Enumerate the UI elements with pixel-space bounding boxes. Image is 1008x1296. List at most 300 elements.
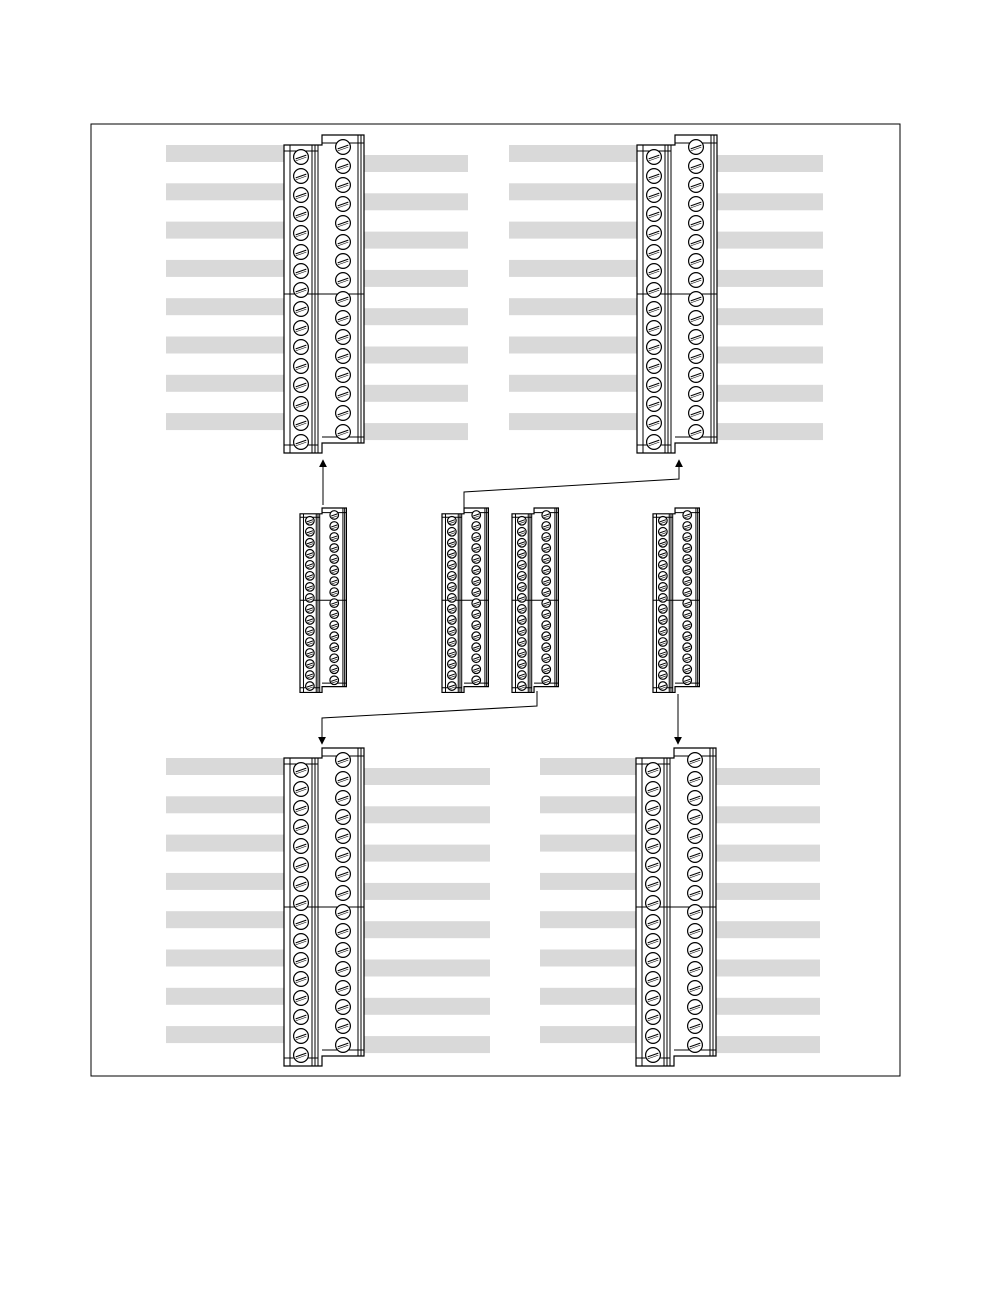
screw-terminal <box>336 753 351 768</box>
label-bar <box>364 193 468 210</box>
screw-terminal <box>647 302 662 317</box>
screw-terminal <box>448 516 457 525</box>
screw-terminal <box>448 583 457 592</box>
screw-terminal <box>518 561 527 570</box>
screw-terminal <box>306 605 315 614</box>
screw-terminal <box>647 150 662 165</box>
terminal-block-bottom-right <box>636 748 716 1066</box>
screw-terminal <box>336 1000 351 1015</box>
screw-terminal <box>294 283 309 298</box>
screw-terminal <box>688 867 703 882</box>
label-bar <box>509 413 637 430</box>
screw-terminal <box>330 632 339 641</box>
label-bar-column <box>166 758 284 1043</box>
screw-terminal <box>294 1010 309 1025</box>
terminal-block-top-left <box>284 135 364 453</box>
screw-terminal <box>646 820 661 835</box>
screw-terminal <box>518 660 527 669</box>
screw-terminal <box>294 378 309 393</box>
screw-terminal <box>688 886 703 901</box>
label-bar <box>509 145 637 162</box>
small-small-4 <box>653 508 699 692</box>
label-bar <box>716 998 820 1015</box>
screw-terminal <box>472 511 481 520</box>
screw-terminal <box>336 886 351 901</box>
screw-terminal <box>294 207 309 222</box>
screw-terminal <box>646 763 661 778</box>
screw-terminal <box>542 588 551 597</box>
screw-terminal <box>330 654 339 663</box>
screw-terminal <box>294 877 309 892</box>
screw-terminal <box>472 610 481 619</box>
label-bar <box>364 998 490 1015</box>
label-bar <box>717 193 823 210</box>
label-bar <box>540 988 636 1005</box>
label-bar <box>364 423 468 440</box>
screw-terminal <box>689 235 704 250</box>
screw-terminal <box>472 555 481 564</box>
screw-terminal <box>542 577 551 586</box>
screw-terminal <box>330 621 339 630</box>
label-bar <box>717 155 823 172</box>
screw-terminal <box>448 539 457 548</box>
screw-terminal <box>336 829 351 844</box>
screw-terminal <box>689 216 704 231</box>
label-bars <box>166 145 823 1053</box>
screw-terminal <box>659 550 668 559</box>
screw-terminal <box>542 555 551 564</box>
screw-terminal <box>330 533 339 542</box>
screw-terminal <box>472 621 481 630</box>
screw-terminal <box>683 643 692 652</box>
screw-terminal <box>294 896 309 911</box>
screw-terminal <box>306 682 315 691</box>
screw-terminal <box>306 550 315 559</box>
label-bar-column <box>166 145 284 430</box>
screw-terminal <box>448 605 457 614</box>
label-bar <box>166 911 284 928</box>
label-bar <box>509 375 637 392</box>
connection-arrows <box>322 460 679 744</box>
screw-terminal <box>518 516 527 525</box>
terminal-block-bottom-left <box>284 748 364 1066</box>
screw-terminal <box>688 1019 703 1034</box>
screw-terminal <box>294 226 309 241</box>
screw-terminal <box>472 599 481 608</box>
label-bar-column <box>716 768 820 1053</box>
screw-terminal <box>688 962 703 977</box>
screw-terminal <box>294 1048 309 1063</box>
label-bar <box>166 183 284 200</box>
screw-terminal <box>646 839 661 854</box>
label-bar <box>540 1026 636 1043</box>
screw-terminal <box>336 254 351 269</box>
screw-terminal <box>683 676 692 685</box>
screw-terminal <box>336 943 351 958</box>
label-bar <box>717 347 823 364</box>
screw-terminal <box>689 349 704 364</box>
label-bar <box>540 835 636 852</box>
screw-terminal <box>647 226 662 241</box>
label-bar <box>716 883 820 900</box>
screw-terminal <box>542 610 551 619</box>
screw-terminal <box>336 810 351 825</box>
screw-terminal <box>542 676 551 685</box>
screw-terminal <box>336 848 351 863</box>
screw-terminal <box>330 599 339 608</box>
screw-terminal <box>472 566 481 575</box>
label-bar <box>166 222 284 239</box>
screw-terminal <box>448 682 457 691</box>
label-bar <box>166 796 284 813</box>
screw-terminal <box>448 671 457 680</box>
label-bar <box>509 260 637 277</box>
screw-terminal <box>306 638 315 647</box>
screw-terminal <box>294 934 309 949</box>
screw-terminal <box>688 810 703 825</box>
screw-terminal <box>683 533 692 542</box>
label-bar <box>540 796 636 813</box>
screw-terminal <box>336 216 351 231</box>
screw-terminal <box>472 577 481 586</box>
screw-terminal <box>448 627 457 636</box>
terminal-block-top-right <box>637 135 717 453</box>
label-bar <box>716 768 820 785</box>
screw-terminal <box>688 943 703 958</box>
screw-terminal <box>689 197 704 212</box>
screw-terminal <box>683 522 692 531</box>
screw-terminal <box>306 527 315 536</box>
screw-terminal <box>518 605 527 614</box>
screw-terminal <box>689 330 704 345</box>
screw-terminal <box>448 660 457 669</box>
screw-terminal <box>689 406 704 421</box>
screw-terminal <box>518 671 527 680</box>
screw-terminal <box>659 583 668 592</box>
screw-terminal <box>306 572 315 581</box>
label-bar <box>716 960 820 977</box>
screw-terminal <box>294 188 309 203</box>
screw-terminal <box>306 516 315 525</box>
screw-terminal <box>330 511 339 520</box>
screw-terminal <box>689 311 704 326</box>
label-bar <box>166 950 284 967</box>
screw-terminal <box>659 527 668 536</box>
screw-terminal <box>659 616 668 625</box>
label-bar-column <box>540 758 636 1043</box>
screw-terminal <box>294 264 309 279</box>
screw-terminal <box>542 533 551 542</box>
label-bar <box>540 758 636 775</box>
screw-terminal <box>689 425 704 440</box>
screw-terminal <box>472 632 481 641</box>
screw-terminal <box>646 915 661 930</box>
screw-terminal <box>306 671 315 680</box>
screw-terminal <box>683 599 692 608</box>
screw-terminal <box>336 292 351 307</box>
screw-terminal <box>330 522 339 531</box>
screw-terminal <box>518 638 527 647</box>
screw-terminal <box>472 643 481 652</box>
screw-terminal <box>646 934 661 949</box>
label-bar <box>509 183 637 200</box>
label-bar <box>717 270 823 287</box>
label-bar <box>540 873 636 890</box>
screw-terminal <box>542 621 551 630</box>
screw-terminal <box>294 858 309 873</box>
screw-terminal <box>518 527 527 536</box>
label-bar <box>166 835 284 852</box>
terminal-blocks <box>284 135 717 1066</box>
screw-terminal <box>646 1010 661 1025</box>
screw-terminal <box>646 801 661 816</box>
screw-terminal <box>336 387 351 402</box>
screw-terminal <box>472 533 481 542</box>
screw-terminal <box>330 544 339 553</box>
label-bar <box>364 385 468 402</box>
screw-terminal <box>689 178 704 193</box>
screw-terminal <box>647 188 662 203</box>
screw-terminal <box>518 649 527 658</box>
screw-terminal <box>647 321 662 336</box>
screw-terminal <box>336 791 351 806</box>
screw-terminal <box>294 1029 309 1044</box>
label-bar <box>540 911 636 928</box>
label-bar-column <box>717 155 823 440</box>
screw-terminal <box>306 616 315 625</box>
screw-terminal <box>330 555 339 564</box>
label-bar <box>716 806 820 823</box>
screw-terminal <box>659 627 668 636</box>
screw-terminal <box>330 676 339 685</box>
screw-terminal <box>689 254 704 269</box>
label-bar <box>364 960 490 977</box>
screw-terminal <box>336 368 351 383</box>
screw-terminal <box>330 566 339 575</box>
screw-terminal <box>647 340 662 355</box>
screw-terminal <box>336 1019 351 1034</box>
screw-terminal <box>688 924 703 939</box>
label-bar <box>364 155 468 172</box>
screw-terminal <box>542 643 551 652</box>
label-bar <box>716 1036 820 1053</box>
label-bar <box>166 873 284 890</box>
screw-terminal <box>542 632 551 641</box>
screw-terminal <box>336 772 351 787</box>
screw-terminal <box>647 245 662 260</box>
screw-terminal <box>336 140 351 155</box>
screw-terminal <box>294 839 309 854</box>
screw-terminal <box>306 539 315 548</box>
screw-terminal <box>688 829 703 844</box>
screw-terminal <box>330 610 339 619</box>
label-bar <box>166 260 284 277</box>
label-bar <box>166 413 284 430</box>
label-bar <box>364 347 468 364</box>
label-bar <box>364 921 490 938</box>
screw-terminal <box>542 544 551 553</box>
screw-terminal <box>294 169 309 184</box>
screw-terminal <box>472 676 481 685</box>
label-bar <box>717 423 823 440</box>
screw-terminal <box>294 991 309 1006</box>
label-bar <box>166 337 284 354</box>
screw-terminal <box>448 594 457 603</box>
screw-terminal <box>336 1038 351 1053</box>
screw-terminal <box>294 150 309 165</box>
screw-terminal <box>659 539 668 548</box>
screw-terminal <box>294 953 309 968</box>
screw-terminal <box>688 772 703 787</box>
screw-terminal <box>659 605 668 614</box>
screw-terminal <box>294 972 309 987</box>
label-bar <box>364 883 490 900</box>
screw-terminal <box>336 981 351 996</box>
screw-terminal <box>518 539 527 548</box>
screw-terminal <box>336 924 351 939</box>
screw-terminal <box>659 572 668 581</box>
screw-terminal <box>330 643 339 652</box>
screw-terminal <box>659 594 668 603</box>
small-small-1 <box>300 508 346 692</box>
screw-terminal <box>683 555 692 564</box>
screw-terminal <box>306 583 315 592</box>
screw-terminal <box>688 753 703 768</box>
label-bar-column <box>364 768 490 1053</box>
screw-terminal <box>294 763 309 778</box>
screw-terminal <box>448 649 457 658</box>
screw-terminal <box>336 330 351 345</box>
screw-terminal <box>647 435 662 450</box>
screw-terminal <box>683 610 692 619</box>
screw-terminal <box>647 378 662 393</box>
screw-terminal <box>647 359 662 374</box>
screw-terminal <box>472 654 481 663</box>
screw-terminal <box>472 588 481 597</box>
screw-terminal <box>688 1038 703 1053</box>
screw-terminal <box>659 671 668 680</box>
screw-terminal <box>688 791 703 806</box>
label-bar <box>364 308 468 325</box>
screw-terminal <box>659 649 668 658</box>
screw-terminal <box>689 368 704 383</box>
arrow-small-3-to-bottom-left <box>322 691 537 744</box>
screw-terminal <box>336 867 351 882</box>
screw-terminal <box>336 406 351 421</box>
screw-terminal <box>518 550 527 559</box>
label-bar <box>717 232 823 249</box>
screw-terminal <box>689 273 704 288</box>
screw-terminal <box>294 416 309 431</box>
screw-terminal <box>472 522 481 531</box>
screw-terminal <box>683 621 692 630</box>
screw-terminal <box>448 561 457 570</box>
screw-terminal <box>294 321 309 336</box>
screw-terminal <box>306 649 315 658</box>
screw-terminal <box>683 632 692 641</box>
screw-terminal <box>330 588 339 597</box>
screw-terminal <box>646 896 661 911</box>
label-bar <box>509 337 637 354</box>
screw-terminal <box>518 682 527 691</box>
screw-terminal <box>683 588 692 597</box>
label-bar <box>166 298 284 315</box>
screw-terminal <box>542 522 551 531</box>
screw-terminal <box>542 654 551 663</box>
screw-terminal <box>336 197 351 212</box>
screw-terminal <box>542 511 551 520</box>
screw-terminal <box>448 572 457 581</box>
screw-terminal <box>646 953 661 968</box>
screw-terminal <box>518 583 527 592</box>
label-bar <box>364 232 468 249</box>
screw-terminal <box>294 302 309 317</box>
label-bar <box>364 768 490 785</box>
screw-terminal <box>330 665 339 674</box>
arrow-small-2-to-top-right <box>464 460 679 508</box>
label-bar <box>509 222 637 239</box>
screw-terminal <box>518 627 527 636</box>
small-small-3 <box>512 508 558 692</box>
screw-terminal <box>659 682 668 691</box>
screw-terminal <box>683 577 692 586</box>
screw-terminal <box>659 516 668 525</box>
screw-terminal <box>294 245 309 260</box>
screw-terminal <box>336 349 351 364</box>
screw-terminal <box>688 905 703 920</box>
screw-terminal <box>542 599 551 608</box>
screw-terminal <box>336 905 351 920</box>
screw-terminal <box>659 638 668 647</box>
screw-terminal <box>689 292 704 307</box>
screw-terminal <box>294 915 309 930</box>
screw-terminal <box>646 858 661 873</box>
screw-terminal <box>294 782 309 797</box>
label-bar <box>166 375 284 392</box>
screw-terminal <box>683 544 692 553</box>
screw-terminal <box>646 1029 661 1044</box>
screw-terminal <box>646 1048 661 1063</box>
screw-terminal <box>336 311 351 326</box>
screw-terminal <box>306 660 315 669</box>
label-bar <box>716 845 820 862</box>
screw-terminal <box>647 207 662 222</box>
screw-terminal <box>472 665 481 674</box>
screw-terminal <box>294 801 309 816</box>
screw-terminal <box>647 264 662 279</box>
screw-terminal <box>306 627 315 636</box>
screw-terminal <box>689 387 704 402</box>
screw-terminal <box>683 511 692 520</box>
screw-terminal <box>336 235 351 250</box>
label-bar <box>717 308 823 325</box>
screw-terminal <box>689 140 704 155</box>
screw-terminal <box>294 340 309 355</box>
screw-terminal <box>518 572 527 581</box>
screw-terminal <box>294 435 309 450</box>
label-bar <box>166 758 284 775</box>
screw-terminal <box>646 972 661 987</box>
label-bar-column <box>509 145 637 430</box>
screw-terminal <box>647 397 662 412</box>
screw-terminal <box>542 566 551 575</box>
screw-terminal <box>294 397 309 412</box>
screw-terminal <box>646 782 661 797</box>
label-bar <box>364 270 468 287</box>
screw-terminal <box>336 962 351 977</box>
screw-terminal <box>336 178 351 193</box>
label-bar <box>364 1036 490 1053</box>
